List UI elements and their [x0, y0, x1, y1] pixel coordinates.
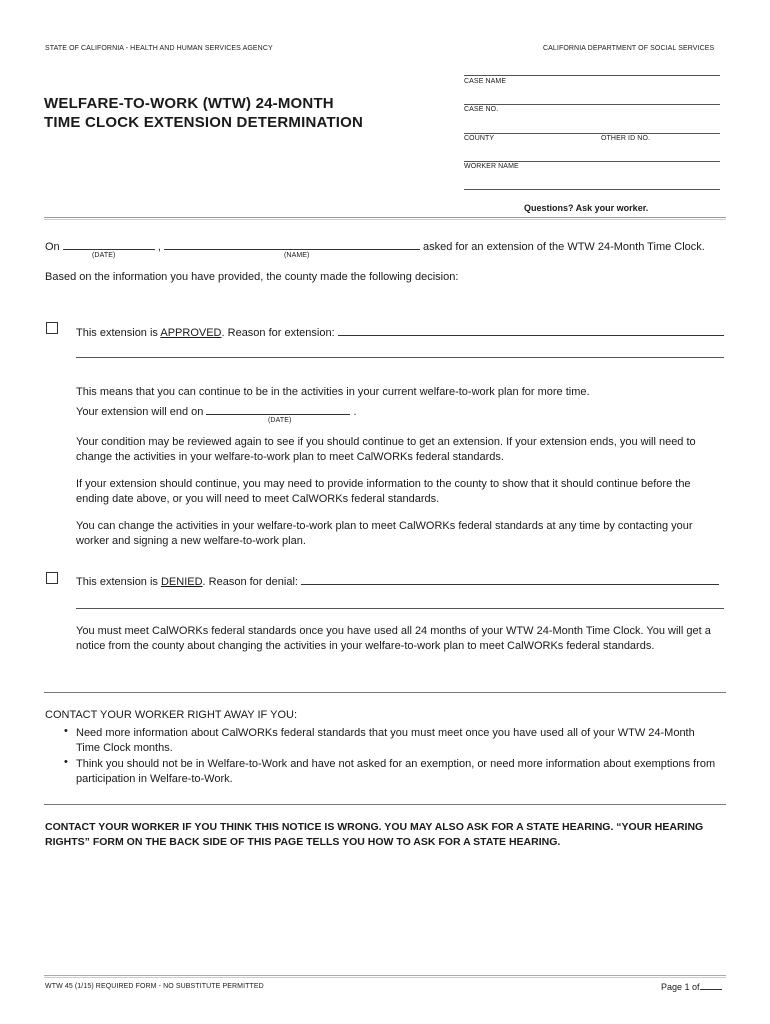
- case-name-label: CASE NAME: [464, 78, 507, 85]
- approved-prefix: This extension is: [76, 327, 161, 339]
- approved-line: [76, 324, 724, 341]
- approved-paragraph-2: If your extension should continue, you may need to provide information to the county to show that it should continue before the ending date above, or you will need to meet CalWORKs federal standards.: [76, 478, 691, 505]
- denied-paragraph: You must meet CalWORKs federal standards once you have used all 24 months of your WTW 24-Month Time Clock. You will get a notice from the county about changing the activities in your welfare-to-work plan to meet CalWORKs federal standards.: [76, 625, 711, 652]
- end-period: .: [353, 406, 357, 418]
- case-name-line[interactable]: [464, 75, 720, 76]
- questions-text: Questions? Ask your worker.: [524, 203, 649, 213]
- approval-reason-line-2[interactable]: [76, 357, 724, 358]
- agency-name: STATE OF CALIFORNIA - HEALTH AND HUMAN SERVICES AGENCY: [45, 45, 273, 52]
- page-number: [661, 981, 722, 992]
- section-divider-2: [44, 219, 726, 220]
- approved-suffix: . Reason for extension:: [221, 327, 335, 339]
- page-label: Page 1 of: [661, 982, 700, 992]
- bullet-2-marker: •: [64, 756, 68, 768]
- denial-reason-field[interactable]: [301, 573, 719, 585]
- bullet-1-marker: •: [64, 725, 68, 737]
- case-no-label: CASE NO.: [464, 106, 499, 113]
- approved-paragraph-1: Your condition may be reviewed again to see if you should continue to get an extension. If your extension ends, you will need to change the activities in your welfare-to-work plan to meet CalWORKs federal standards.: [76, 436, 696, 463]
- approved-continue-text: This means that you can continue to be in the activities in your current welfare-to-work plan for more time.: [76, 386, 590, 398]
- denied-suffix: . Reason for denial:: [202, 576, 298, 588]
- on-text: On: [45, 241, 60, 253]
- end-on-text: Your extension will end on: [76, 406, 204, 418]
- denial-reason-line-2[interactable]: [76, 608, 724, 609]
- approved-checkbox[interactable]: [46, 322, 58, 334]
- form-id: WTW 45 (1/15) REQUIRED FORM - NO SUBSTITUTE PERMITTED: [45, 983, 264, 990]
- approval-reason-field[interactable]: [338, 324, 724, 336]
- county-line[interactable]: [464, 133, 720, 134]
- contact-bullet-2: Think you should not be in Welfare-to-Work and have not asked for an exemption, or need more information about exemptions from participation in Welfare-to-Work.: [76, 758, 716, 785]
- other-id-label: OTHER ID NO.: [601, 135, 651, 142]
- footer-divider: [44, 975, 726, 976]
- decision-intro: Based on the information you have provided, the county made the following decision:: [45, 271, 459, 283]
- request-name-label: (NAME): [284, 252, 310, 259]
- department-name: CALIFORNIA DEPARTMENT OF SOCIAL SERVICES: [543, 45, 715, 52]
- request-date-field[interactable]: [63, 238, 155, 250]
- hearing-notice: CONTACT YOUR WORKER IF YOU THINK THIS NOTICE IS WRONG. YOU MAY ALSO ASK FOR A STATE HEARING. “YOUR HEARING RIGHTS” FORM ON THE BACK SIDE OF THIS PAGE TELLS YOU HOW TO ASK FOR A STATE HEARING.: [45, 821, 704, 848]
- case-no-line[interactable]: [464, 104, 720, 105]
- county-label: COUNTY: [464, 135, 495, 142]
- contact-bullet-1: Need more information about CalWORKs federal standards that you must meet once you have used all of your WTW 24-Month Time Clock months.: [76, 727, 695, 754]
- denied-prefix: This extension is: [76, 576, 161, 588]
- total-pages-field[interactable]: [700, 981, 722, 990]
- worker-name-line[interactable]: [464, 161, 720, 162]
- denied-checkbox[interactable]: [46, 572, 58, 584]
- worker-phone-line[interactable]: [464, 189, 720, 190]
- request-date-label: (DATE): [92, 252, 116, 259]
- requester-name-field[interactable]: [164, 238, 420, 250]
- denied-line: [76, 573, 719, 590]
- footer-divider-2: [44, 977, 726, 978]
- comma-text: ,: [157, 241, 161, 253]
- denied-word: DENIED: [160, 576, 203, 588]
- worker-name-label: WORKER NAME: [464, 163, 519, 170]
- extension-end-date-field[interactable]: [206, 403, 350, 415]
- form-title-line-1: WELFARE-TO-WORK (WTW) 24-MONTH: [44, 95, 334, 112]
- form-title-line-2: TIME CLOCK EXTENSION DETERMINATION: [44, 114, 364, 131]
- hearing-divider: [44, 804, 726, 805]
- request-line: [45, 238, 705, 255]
- form-title: [44, 94, 363, 132]
- section-divider: [44, 217, 726, 218]
- extension-end-line: [76, 403, 357, 420]
- asked-text: asked for an extension of the WTW 24-Month Time Clock.: [423, 241, 705, 253]
- extension-end-date-label: (DATE): [268, 417, 292, 424]
- contact-heading: CONTACT YOUR WORKER RIGHT AWAY IF YOU:: [45, 709, 298, 721]
- approved-word: APPROVED: [160, 327, 222, 339]
- approved-paragraph-3: You can change the activities in your welfare-to-work plan to meet CalWORKs federal standards at any time by contacting your worker and signing a new welfare-to-work plan.: [76, 520, 693, 547]
- contact-divider: [44, 692, 726, 693]
